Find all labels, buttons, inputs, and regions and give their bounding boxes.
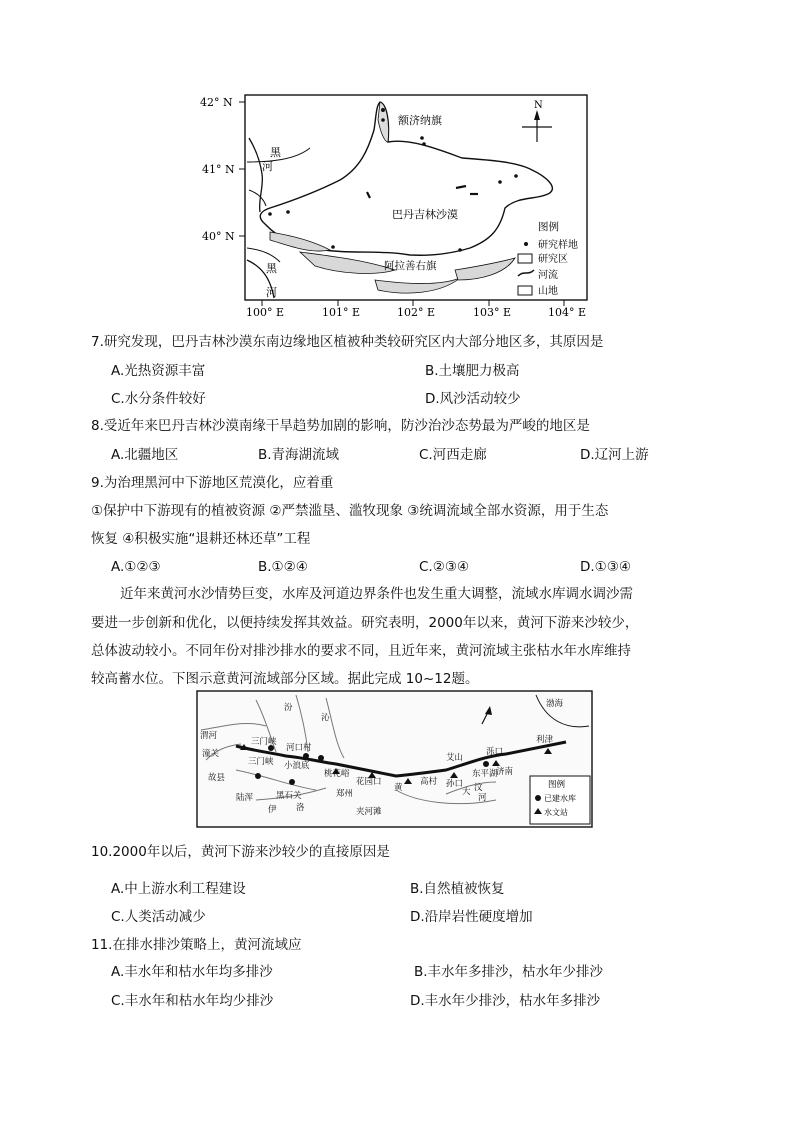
river-weihe: 渭河: [200, 731, 218, 741]
q8-stem: 8.受近年来巴丹吉林沙漠南缘干旱趋势加剧的影响，防沙治沙态势最为严峻的地区是: [91, 418, 590, 434]
river-name: 河: [266, 286, 277, 299]
q7-option-d: D.风沙活动较少: [425, 391, 521, 407]
place-xiaolangdi: 小浪底: [284, 761, 310, 771]
q10-option-a: A.中上游水利工程建设: [111, 881, 246, 897]
legend-mountain-icon: [518, 286, 532, 295]
place-huayuankou: 花园口: [356, 777, 382, 787]
lon-label: 102° E: [397, 306, 436, 318]
lat-label: 41° N: [202, 163, 235, 176]
place-sunkou: 孙口: [446, 779, 464, 789]
river-luo: 洛: [296, 803, 305, 813]
q11-option-d: D.丰水年少排沙，枯水年多排沙: [410, 993, 601, 1009]
passage-line: 要进一步创新和优化，以便持续发挥其效益。研究表明，2000年以来，黄河下游来沙较少，: [91, 615, 639, 631]
q8-option-a: A.北疆地区: [111, 447, 179, 463]
place-zhengzhou: 郑州: [336, 789, 354, 799]
q9-statements-1: ①保护中下游现有的植被资源 ②严禁滥垦、滥牧现象 ③统调流域全部水资源，用于生态: [91, 503, 609, 519]
place-luhun: 陆浑: [236, 793, 254, 803]
lat-label: 40° N: [202, 230, 235, 243]
place-jinan: 济南: [496, 767, 514, 777]
legend-item: 水文站: [544, 808, 568, 817]
place-heishiguan: 黑石关: [276, 791, 302, 801]
passage-line: 总体波动较小。不同年份对排沙排水的要求不同，且近年来，黄河流域主张枯水年水库维持: [91, 643, 631, 659]
passage-line: 较高蓄水位。下图示意黄河流域部分区域。据此完成 10~12题。: [91, 671, 479, 687]
place-gushui: 故县: [208, 773, 226, 783]
river-name: 黑: [266, 262, 277, 275]
q11-option-c: C.丰水年和枯水年均少排沙: [111, 993, 274, 1009]
legend-title: 图例: [548, 780, 566, 790]
legend-dot-icon: [524, 242, 528, 246]
q10-stem: 10.2000年以后，黄河下游来沙较少的直接原因是: [91, 844, 390, 860]
q7-option-b: B.土壤肥力极高: [425, 363, 520, 379]
lon-label: 103° E: [473, 306, 512, 318]
legend-box-icon: [518, 254, 532, 263]
place-bohai: 渤海: [546, 699, 564, 709]
river-yi: 伊: [268, 805, 277, 815]
river-fen: 汾: [284, 703, 293, 713]
badain-jaran-map: [200, 90, 590, 318]
q8-option-d: D.辽河上游: [580, 447, 649, 463]
q9-stem: 9.为治理黑河中下游地区荒漠化，应着重: [91, 475, 334, 491]
lat-label: 42° N: [200, 96, 233, 109]
river-name: 河: [262, 160, 273, 173]
place-sanmenxia-lower: 三门峡: [248, 757, 274, 767]
place-jiahetan: 夹河滩: [356, 807, 382, 817]
q11-stem: 11.在排水排沙策略上，黄河流域应: [91, 937, 302, 953]
legend-item: 已建水库: [544, 794, 576, 803]
q10-option-b: B.自然植被恢复: [410, 881, 505, 897]
river-da: 大: [462, 787, 471, 797]
lon-label: 104° E: [548, 306, 587, 318]
q9-statements-2: 恢复 ④积极实施“退耕还林还草”工程: [91, 531, 311, 547]
map2-legend: [530, 776, 590, 824]
lon-label: 101° E: [322, 306, 361, 318]
place-tongguan: 潼关: [202, 749, 220, 759]
river-qin: 沁: [321, 713, 330, 723]
yellow-river-map: [196, 690, 593, 828]
legend-item: 研究区: [538, 254, 568, 265]
legend-item: 河流: [538, 270, 558, 281]
legend-item: 研究样地: [538, 240, 578, 251]
north-label: N: [534, 100, 543, 111]
q9-option-a: A.①②③: [111, 559, 161, 575]
place-aishan: 艾山: [446, 753, 464, 763]
lon-label: 100° E: [246, 306, 285, 318]
river-he: 河: [478, 793, 487, 803]
legend-title: 图例: [538, 221, 559, 233]
place-ejina: 额济纳旗: [398, 114, 442, 127]
place-hekoucun: 河口村: [286, 743, 312, 753]
legend-reservoir-icon: [535, 795, 541, 801]
place-badain-jaran: 巴丹吉林沙漠: [392, 208, 458, 221]
q10-option-c: C.人类活动减少: [111, 909, 206, 925]
q8-option-b: B.青海湖流域: [258, 447, 340, 463]
river-wen: 汶: [474, 783, 483, 793]
place-taohuayu: 桃花峪: [324, 769, 350, 779]
q9-option-b: B.①②④: [258, 559, 308, 575]
q9-option-d: D.①③④: [580, 559, 631, 575]
place-gaocun: 高村: [420, 777, 438, 787]
q7-stem: 7.研究发现，巴丹吉林沙漠东南边缘地区植被种类较研究区内大部分地区多，其原因是: [91, 334, 604, 350]
q7-option-a: A.光热资源丰富: [111, 363, 206, 379]
passage-line: 近年来黄河水沙情势巨变，水库及河道边界条件也发生重大调整，流域水库调水调沙需: [120, 586, 633, 602]
legend-item: 山地: [538, 286, 558, 297]
q10-option-d: D.沿岸岩性硬度增加: [410, 909, 533, 925]
place-alxa-right: 阿拉善右旗: [384, 260, 437, 272]
q8-option-c: C.河西走廊: [419, 447, 487, 463]
place-lijin: 利津: [536, 735, 554, 745]
q9-option-c: C.②③④: [419, 559, 470, 575]
place-sanmenxia-upper: 三门峡: [251, 737, 277, 747]
river-name: 黑: [270, 146, 281, 159]
place-luokou: 泺口: [486, 747, 504, 757]
q7-option-c: C.水分条件较好: [111, 391, 206, 407]
river-huang: 黄: [394, 783, 403, 793]
place-dongping: 东平湖: [472, 769, 498, 779]
q11-option-b: B.丰水年多排沙，枯水年少排沙: [414, 964, 604, 980]
q11-option-a: A.丰水年和枯水年均多排沙: [111, 964, 273, 980]
